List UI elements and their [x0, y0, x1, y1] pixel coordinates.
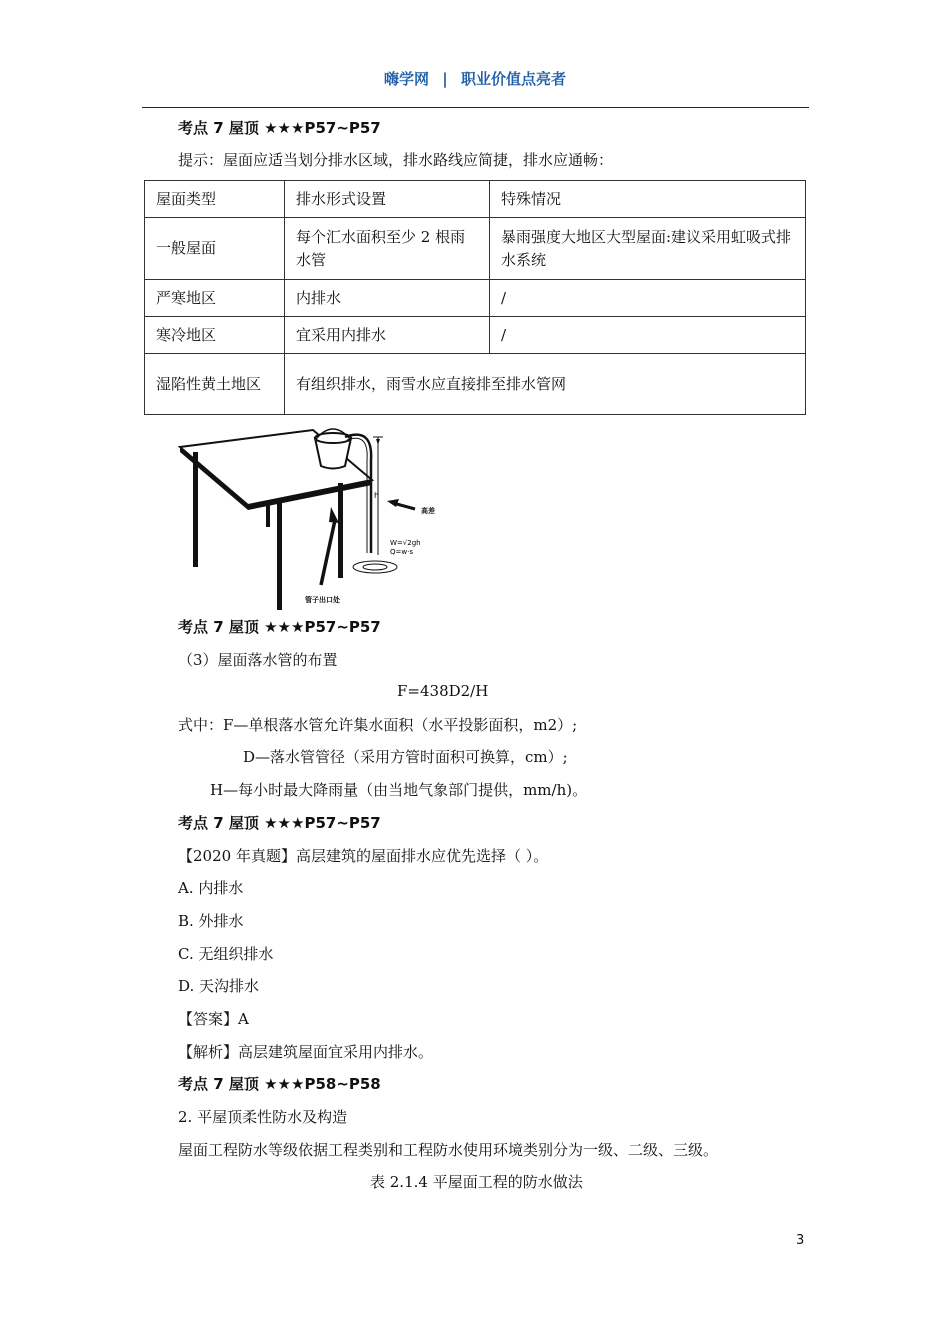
- table-cell: 每个汇水面积至少 2 根雨水管: [285, 218, 490, 280]
- page-header: [0, 68, 950, 89]
- analysis: 【解析】高层建筑屋面宜采用内排水。: [178, 1043, 434, 1061]
- header-separator: |: [442, 70, 448, 88]
- table-leg: [338, 483, 343, 578]
- option-d: D. 天沟排水: [178, 977, 260, 995]
- siphon-figure: [175, 425, 465, 610]
- figure-formula-1: W=√2gh: [390, 539, 421, 547]
- table-cell: 严寒地区: [145, 280, 285, 317]
- table-row: [145, 317, 806, 354]
- table-header-cell: 排水形式设置: [285, 181, 490, 218]
- def-d: D—落水管管径（采用方管时面积可换算，cm）;: [243, 748, 568, 766]
- brand-name: 嗨学网: [384, 70, 430, 88]
- def-h: H—每小时最大降雨量（由当地气象部门提供，mm/h)。: [210, 781, 588, 799]
- page-number: 3: [796, 1233, 805, 1248]
- table-caption: 表 2.1.4 平屋面工程的防水做法: [370, 1173, 583, 1191]
- header-slogan: 职业价值点亮者: [460, 70, 566, 88]
- body-text: 屋面工程防水等级依据工程类别和工程防水使用环境类别分为一级、二级、三级。: [178, 1141, 719, 1159]
- section-title: 考点 7 屋顶 ★★★P57~P57: [178, 119, 381, 137]
- section-title: 考点 7 屋顶 ★★★P57~P57: [178, 814, 381, 832]
- table-leg: [266, 505, 270, 527]
- table-row: [145, 354, 806, 415]
- section-title: 考点 7 屋顶 ★★★P57~P57: [178, 618, 381, 636]
- figure-label-h: h: [374, 491, 380, 500]
- formula: F=438D2/H: [397, 682, 489, 700]
- figure-label-bottom: 管子出口处: [305, 596, 340, 604]
- table-cell: 有组织排水，雨雪水应直接排至排水管网: [285, 354, 806, 415]
- table-header-cell: 屋面类型: [145, 181, 285, 218]
- water-puddle: [353, 561, 397, 573]
- figure-formula-2: Q=w·s: [390, 548, 413, 556]
- table-header-row: [145, 181, 806, 218]
- answer: 【答案】A: [178, 1010, 249, 1028]
- table-cell: /: [490, 280, 806, 317]
- table-cell: 寒冷地区: [145, 317, 285, 354]
- option-c: C. 无组织排水: [178, 945, 274, 963]
- header-rule: [142, 107, 809, 108]
- section-title-2: 考点 7 屋顶 ★★★P58~P58: [178, 1075, 381, 1093]
- table-cell: 一般屋面: [145, 218, 285, 280]
- table-cell: 宜采用内排水: [285, 317, 490, 354]
- figure-label-right: 高差: [421, 507, 435, 515]
- table-cell: 湿陷性黄土地区: [145, 354, 285, 415]
- point-2-title: 2. 平屋顶柔性防水及构造: [178, 1108, 348, 1126]
- option-b: B. 外排水: [178, 912, 244, 930]
- table-leg: [193, 452, 198, 567]
- table-leg: [277, 503, 282, 610]
- question-stem: 【2020 年真题】高层建筑的屋面排水应优先选择（ ）。: [178, 847, 549, 865]
- table-row: [145, 218, 806, 280]
- table-header-cell: 特殊情况: [490, 181, 806, 218]
- table-cell: 内排水: [285, 280, 490, 317]
- def-f: 式中：F—单根落水管允许集水面积（水平投影面积，m2）;: [178, 716, 578, 734]
- table-row: [145, 280, 806, 317]
- sub-title: （3）屋面落水管的布置: [178, 651, 338, 669]
- option-a: A. 内排水: [178, 879, 244, 897]
- drainage-table: [144, 180, 806, 415]
- table-cell: /: [490, 317, 806, 354]
- table-cell: 暴雨强度大地区大型屋面:建议采用虹吸式排水系统: [490, 218, 806, 280]
- tip-text: 提示：屋面应适当划分排水区域，排水路线应简捷，排水应通畅：: [178, 151, 614, 169]
